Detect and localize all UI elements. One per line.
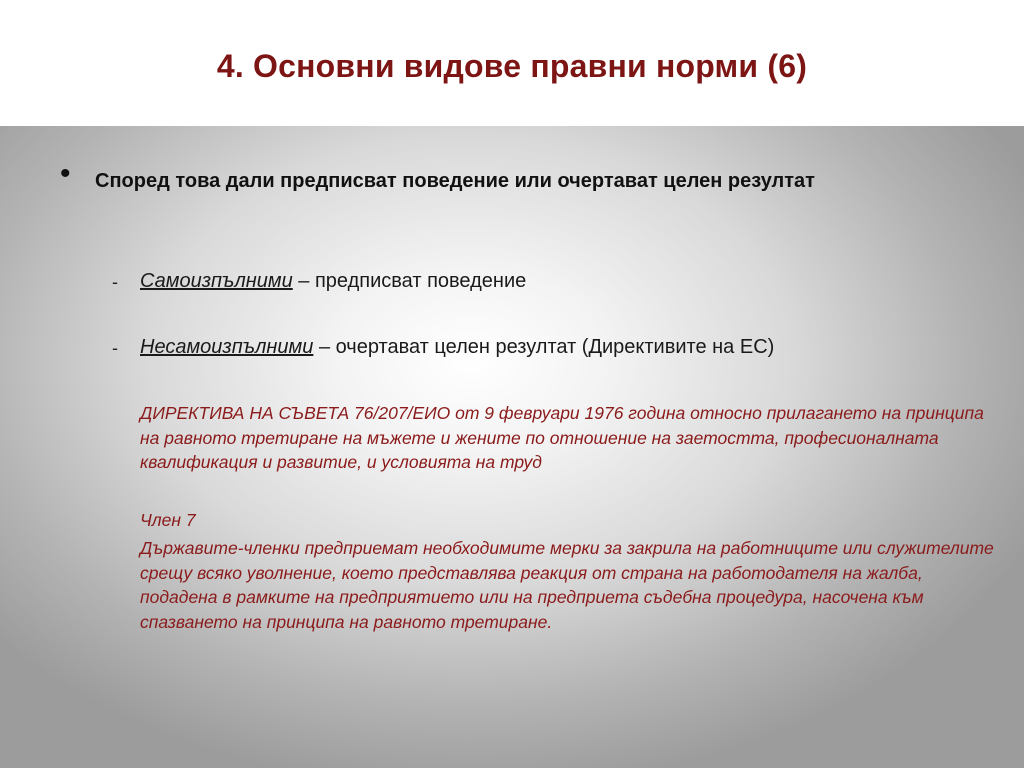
bullet-icon: • xyxy=(60,157,71,190)
dash-icon: - xyxy=(112,272,118,292)
term-non-self-executing: Несамоизпълними xyxy=(140,336,314,358)
dash-icon: - xyxy=(112,338,118,358)
bullet-text: Според това дали предписват поведение или очертават целен резултат xyxy=(95,170,815,192)
title-bar xyxy=(0,0,1024,126)
sub-item-non-self-executing xyxy=(140,336,774,359)
article-heading: Член 7 xyxy=(140,510,196,530)
term-self-executing: Самоизпълними xyxy=(140,270,293,292)
slide-title: 4. Основни видове правни норми (6) xyxy=(216,48,808,84)
sub-item-self-executing xyxy=(140,270,526,293)
sub-item-description: – очертават целен резултат (Директивите на ЕС) xyxy=(313,336,775,358)
directive-quote: ДИРЕКТИВА НА СЪВЕТА 76/207/ЕИО от 9 февруари 1976 година относно прилагането на принципа на равното третиране на мъжете и жените по отношение на заетостта, професионалната квалификация и развитие, и условията на труд xyxy=(140,403,984,472)
article-text: Държавите-членки предприемат необходимите мерки за закрила на работниците или служителите срещу всяко уволнение, което представлява реакция от страна на работодателя на жалба, подадена в рамките на предприятието или на предприета съдебна процедура, насочена към спазването на принципа на равното третиране. xyxy=(140,538,994,632)
sub-item-description: – предписват поведение xyxy=(292,270,527,292)
